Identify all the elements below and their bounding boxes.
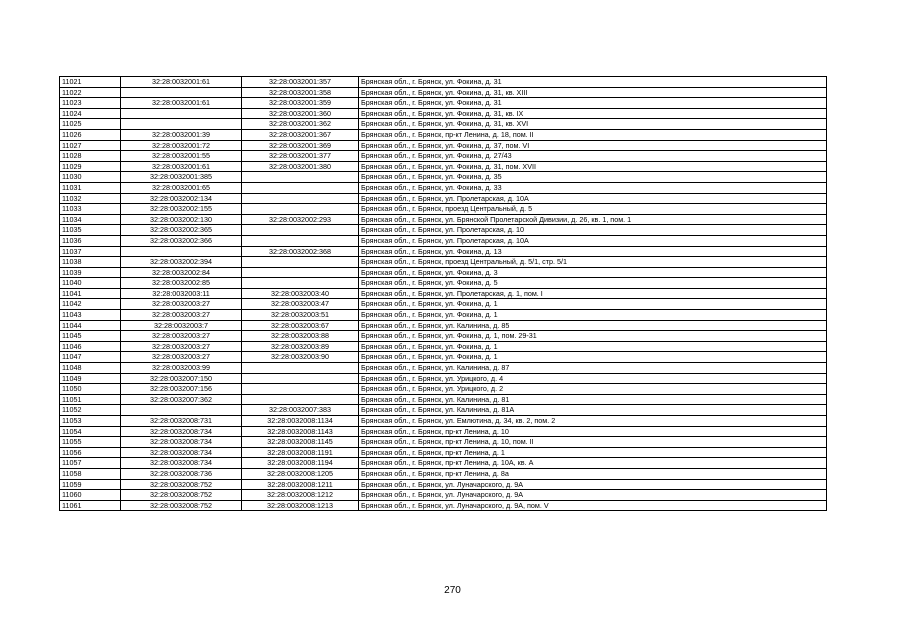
row-number-cell: 11022 <box>60 87 121 98</box>
object-cadastral-number-cell: 32:28:0032001:377 <box>242 151 359 162</box>
object-cadastral-number-cell: 32:28:0032008:1211 <box>242 479 359 490</box>
cadastral-number-cell <box>121 87 242 98</box>
table-row <box>60 225 827 236</box>
address-cell: Брянская обл., г. Брянск, проезд Центральный, д. 5 <box>359 204 827 215</box>
address-cell: Брянская обл., г. Брянск, пр-кт Ленина, д. 18, пом. II <box>359 129 827 140</box>
object-cadastral-number-cell: 32:28:0032003:88 <box>242 331 359 342</box>
table-row <box>60 98 827 109</box>
cadastral-number-cell: 32:28:0032002:85 <box>121 278 242 289</box>
row-number-cell: 11029 <box>60 161 121 172</box>
table-row <box>60 437 827 448</box>
object-cadastral-number-cell: 32:28:0032003:51 <box>242 310 359 321</box>
table-row <box>60 384 827 395</box>
row-number-cell: 11036 <box>60 235 121 246</box>
object-cadastral-number-cell <box>242 172 359 183</box>
cadastral-number-cell: 32:28:0032003:27 <box>121 352 242 363</box>
object-cadastral-number-cell: 32:28:0032008:1212 <box>242 490 359 501</box>
object-cadastral-number-cell <box>242 204 359 215</box>
address-cell: Брянская обл., г. Брянск, ул. Пролетарская, д. 10 <box>359 225 827 236</box>
object-cadastral-number-cell: 32:28:0032001:362 <box>242 119 359 130</box>
row-number-cell: 11037 <box>60 246 121 257</box>
address-cell: Брянская обл., г. Брянск, ул. Фокина, д. 31, кв. IX <box>359 108 827 119</box>
cadastral-number-cell <box>121 405 242 416</box>
row-number-cell: 11047 <box>60 352 121 363</box>
cadastral-number-cell: 32:28:0032003:27 <box>121 299 242 310</box>
object-cadastral-number-cell <box>242 384 359 395</box>
address-cell: Брянская обл., г. Брянск, ул. Калинина, д. 85 <box>359 320 827 331</box>
cadastral-number-cell: 32:28:0032003:27 <box>121 331 242 342</box>
row-number-cell: 11060 <box>60 490 121 501</box>
table-row <box>60 214 827 225</box>
object-cadastral-number-cell: 32:28:0032001:358 <box>242 87 359 98</box>
address-cell: Брянская обл., г. Брянск, ул. Фокина, д. 33 <box>359 182 827 193</box>
cadastral-number-cell: 32:28:0032008:752 <box>121 479 242 490</box>
table-row <box>60 394 827 405</box>
row-number-cell: 11026 <box>60 129 121 140</box>
object-cadastral-number-cell: 32:28:0032008:1213 <box>242 500 359 511</box>
address-cell: Брянская обл., г. Брянск, проезд Центральный, д. 5/1, стр. 5/1 <box>359 257 827 268</box>
row-number-cell: 11035 <box>60 225 121 236</box>
table-row <box>60 246 827 257</box>
object-cadastral-number-cell <box>242 373 359 384</box>
cadastral-number-cell: 32:28:0032002:84 <box>121 267 242 278</box>
table-row <box>60 267 827 278</box>
cadastral-number-cell: 32:28:0032008:734 <box>121 447 242 458</box>
row-number-cell: 11046 <box>60 341 121 352</box>
row-number-cell: 11050 <box>60 384 121 395</box>
object-cadastral-number-cell: 32:28:0032001:360 <box>242 108 359 119</box>
address-cell: Брянская обл., г. Брянск, пр-кт Ленина, д. 10 <box>359 426 827 437</box>
object-cadastral-number-cell: 32:28:0032008:1205 <box>242 468 359 479</box>
object-cadastral-number-cell: 32:28:0032001:369 <box>242 140 359 151</box>
cadastral-number-cell: 32:28:0032008:752 <box>121 500 242 511</box>
cadastral-number-cell <box>121 108 242 119</box>
table-row <box>60 331 827 342</box>
table-row <box>60 468 827 479</box>
object-cadastral-number-cell: 32:28:0032001:367 <box>242 129 359 140</box>
address-cell: Брянская обл., г. Брянск, пр-кт Ленина, д. 8а <box>359 468 827 479</box>
address-cell: Брянская обл., г. Брянск, ул. Калинина, д. 81А <box>359 405 827 416</box>
table-row <box>60 310 827 321</box>
object-cadastral-number-cell: 32:28:0032002:293 <box>242 214 359 225</box>
address-cell: Брянская обл., г. Брянск, ул. Фокина, д. 27/43 <box>359 151 827 162</box>
object-cadastral-number-cell <box>242 257 359 268</box>
row-number-cell: 11058 <box>60 468 121 479</box>
cadastral-number-cell: 32:28:0032001:55 <box>121 151 242 162</box>
table-row <box>60 119 827 130</box>
object-cadastral-number-cell: 32:28:0032008:1143 <box>242 426 359 437</box>
table-row <box>60 182 827 193</box>
table-row <box>60 490 827 501</box>
object-cadastral-number-cell: 32:28:0032003:90 <box>242 352 359 363</box>
row-number-cell: 11028 <box>60 151 121 162</box>
table-row <box>60 257 827 268</box>
cadastral-number-cell: 32:28:0032008:734 <box>121 437 242 448</box>
table-row <box>60 405 827 416</box>
object-cadastral-number-cell: 32:28:0032002:368 <box>242 246 359 257</box>
cadastral-number-cell: 32:28:0032001:65 <box>121 182 242 193</box>
table-row <box>60 108 827 119</box>
address-cell: Брянская обл., г. Брянск, пр-кт Ленина, д. 10, пом. II <box>359 437 827 448</box>
address-cell: Брянская обл., г. Брянск, ул. Фокина, д. 1 <box>359 352 827 363</box>
records-table-body <box>60 77 827 511</box>
cadastral-number-cell: 32:28:0032008:734 <box>121 426 242 437</box>
cadastral-number-cell: 32:28:0032001:39 <box>121 129 242 140</box>
row-number-cell: 11053 <box>60 416 121 427</box>
address-cell: Брянская обл., г. Брянск, ул. Урицкого, д. 2 <box>359 384 827 395</box>
cadastral-number-cell: 32:28:0032007:150 <box>121 373 242 384</box>
address-cell: Брянская обл., г. Брянск, ул. Луначарского, д. 9А <box>359 479 827 490</box>
row-number-cell: 11048 <box>60 363 121 374</box>
object-cadastral-number-cell <box>242 394 359 405</box>
page-number: 270 <box>444 585 461 596</box>
row-number-cell: 11021 <box>60 77 121 88</box>
table-row <box>60 352 827 363</box>
address-cell: Брянская обл., г. Брянск, ул. Пролетарская, д. 10А <box>359 193 827 204</box>
row-number-cell: 11030 <box>60 172 121 183</box>
table-row <box>60 151 827 162</box>
cadastral-number-cell: 32:28:0032001:72 <box>121 140 242 151</box>
object-cadastral-number-cell: 32:28:0032001:359 <box>242 98 359 109</box>
table-row <box>60 193 827 204</box>
address-cell: Брянская обл., г. Брянск, ул. Фокина, д. 31 <box>359 98 827 109</box>
row-number-cell: 11044 <box>60 320 121 331</box>
address-cell: Брянская обл., г. Брянск, ул. Фокина, д. 1 <box>359 299 827 310</box>
row-number-cell: 11052 <box>60 405 121 416</box>
address-cell: Брянская обл., г. Брянск, ул. Урицкого, д. 4 <box>359 373 827 384</box>
cadastral-number-cell: 32:28:0032003:27 <box>121 310 242 321</box>
cadastral-number-cell: 32:28:0032002:155 <box>121 204 242 215</box>
row-number-cell: 11038 <box>60 257 121 268</box>
row-number-cell: 11024 <box>60 108 121 119</box>
table-row <box>60 161 827 172</box>
cadastral-number-cell <box>121 119 242 130</box>
table-row <box>60 500 827 511</box>
address-cell: Брянская обл., г. Брянск, ул. Брянской Пролетарской Дивизии, д. 26, кв. 1, пом. 1 <box>359 214 827 225</box>
address-cell: Брянская обл., г. Брянск, ул. Фокина, д. 3 <box>359 267 827 278</box>
cadastral-number-cell: 32:28:0032003:11 <box>121 288 242 299</box>
address-cell: Брянская обл., г. Брянск, ул. Пролетарская, д. 1, пом. I <box>359 288 827 299</box>
address-cell: Брянская обл., г. Брянск, ул. Фокина, д. 31, кв. XIII <box>359 87 827 98</box>
table-row <box>60 77 827 88</box>
row-number-cell: 11023 <box>60 98 121 109</box>
table-row <box>60 140 827 151</box>
cadastral-number-cell: 32:28:0032002:134 <box>121 193 242 204</box>
row-number-cell: 11054 <box>60 426 121 437</box>
records-table <box>59 76 827 511</box>
row-number-cell: 11032 <box>60 193 121 204</box>
table-row <box>60 363 827 374</box>
object-cadastral-number-cell <box>242 193 359 204</box>
table-row <box>60 426 827 437</box>
row-number-cell: 11027 <box>60 140 121 151</box>
row-number-cell: 11043 <box>60 310 121 321</box>
object-cadastral-number-cell: 32:28:0032003:89 <box>242 341 359 352</box>
cadastral-number-cell: 32:28:0032003:99 <box>121 363 242 374</box>
cadastral-number-cell: 32:28:0032003:27 <box>121 341 242 352</box>
object-cadastral-number-cell: 32:28:0032003:67 <box>242 320 359 331</box>
cadastral-number-cell: 32:28:0032007:156 <box>121 384 242 395</box>
object-cadastral-number-cell <box>242 278 359 289</box>
object-cadastral-number-cell <box>242 182 359 193</box>
table-row <box>60 299 827 310</box>
cadastral-number-cell <box>121 246 242 257</box>
row-number-cell: 11049 <box>60 373 121 384</box>
table-row <box>60 235 827 246</box>
row-number-cell: 11056 <box>60 447 121 458</box>
row-number-cell: 11055 <box>60 437 121 448</box>
table-row <box>60 87 827 98</box>
object-cadastral-number-cell <box>242 267 359 278</box>
row-number-cell: 11025 <box>60 119 121 130</box>
table-row <box>60 341 827 352</box>
cadastral-number-cell: 32:28:0032001:385 <box>121 172 242 183</box>
address-cell: Брянская обл., г. Брянск, ул. Фокина, д. 5 <box>359 278 827 289</box>
address-cell: Брянская обл., г. Брянск, ул. Луначарского, д. 9А, пом. V <box>359 500 827 511</box>
address-cell: Брянская обл., г. Брянск, ул. Фокина, д. 1 <box>359 341 827 352</box>
row-number-cell: 11034 <box>60 214 121 225</box>
cadastral-number-cell: 32:28:0032001:61 <box>121 161 242 172</box>
row-number-cell: 11039 <box>60 267 121 278</box>
address-cell: Брянская обл., г. Брянск, ул. Пролетарская, д. 10А <box>359 235 827 246</box>
address-cell: Брянская обл., г. Брянск, пр-кт Ленина, д. 1 <box>359 447 827 458</box>
address-cell: Брянская обл., г. Брянск, пр-кт Ленина, д. 10А, кв. А <box>359 458 827 469</box>
table-row <box>60 204 827 215</box>
table-row <box>60 416 827 427</box>
object-cadastral-number-cell <box>242 225 359 236</box>
row-number-cell: 11061 <box>60 500 121 511</box>
cadastral-number-cell: 32:28:0032002:130 <box>121 214 242 225</box>
row-number-cell: 11059 <box>60 479 121 490</box>
cadastral-number-cell: 32:28:0032001:61 <box>121 98 242 109</box>
address-cell: Брянская обл., г. Брянск, ул. Луначарского, д. 9А <box>359 490 827 501</box>
row-number-cell: 11031 <box>60 182 121 193</box>
cadastral-number-cell: 32:28:0032002:394 <box>121 257 242 268</box>
cadastral-number-cell: 32:28:0032008:734 <box>121 458 242 469</box>
address-cell: Брянская обл., г. Брянск, ул. Фокина, д. 31, пом. XVII <box>359 161 827 172</box>
object-cadastral-number-cell: 32:28:0032003:40 <box>242 288 359 299</box>
object-cadastral-number-cell <box>242 363 359 374</box>
table-row <box>60 320 827 331</box>
cadastral-number-cell: 32:28:0032008:736 <box>121 468 242 479</box>
table-row <box>60 129 827 140</box>
cadastral-number-cell: 32:28:0032007:362 <box>121 394 242 405</box>
table-row <box>60 172 827 183</box>
row-number-cell: 11051 <box>60 394 121 405</box>
address-cell: Брянская обл., г. Брянск, ул. Калинина, д. 87 <box>359 363 827 374</box>
object-cadastral-number-cell: 32:28:0032008:1194 <box>242 458 359 469</box>
row-number-cell: 11057 <box>60 458 121 469</box>
records-table-container <box>59 76 827 511</box>
table-row <box>60 479 827 490</box>
cadastral-number-cell: 32:28:0032002:365 <box>121 225 242 236</box>
cadastral-number-cell: 32:28:0032003:7 <box>121 320 242 331</box>
object-cadastral-number-cell: 32:28:0032001:380 <box>242 161 359 172</box>
table-row <box>60 373 827 384</box>
cadastral-number-cell: 32:28:0032008:752 <box>121 490 242 501</box>
object-cadastral-number-cell <box>242 235 359 246</box>
address-cell: Брянская обл., г. Брянск, ул. Фокина, д. 35 <box>359 172 827 183</box>
address-cell: Брянская обл., г. Брянск, ул. Фокина, д. 1 <box>359 310 827 321</box>
address-cell: Брянская обл., г. Брянск, ул. Фокина, д. 31 <box>359 77 827 88</box>
object-cadastral-number-cell: 32:28:0032003:47 <box>242 299 359 310</box>
row-number-cell: 11033 <box>60 204 121 215</box>
table-row <box>60 458 827 469</box>
object-cadastral-number-cell: 32:28:0032007:383 <box>242 405 359 416</box>
cadastral-number-cell: 32:28:0032008:731 <box>121 416 242 427</box>
address-cell: Брянская обл., г. Брянск, ул. Фокина, д. 31, кв. XVI <box>359 119 827 130</box>
cadastral-number-cell: 32:28:0032001:61 <box>121 77 242 88</box>
row-number-cell: 11041 <box>60 288 121 299</box>
table-row <box>60 447 827 458</box>
row-number-cell: 11040 <box>60 278 121 289</box>
object-cadastral-number-cell: 32:28:0032008:1191 <box>242 447 359 458</box>
address-cell: Брянская обл., г. Брянск, ул. Фокина, д. 1, пом. 29-31 <box>359 331 827 342</box>
cadastral-number-cell: 32:28:0032002:366 <box>121 235 242 246</box>
row-number-cell: 11042 <box>60 299 121 310</box>
table-row <box>60 288 827 299</box>
object-cadastral-number-cell: 32:28:0032008:1145 <box>242 437 359 448</box>
table-row <box>60 278 827 289</box>
address-cell: Брянская обл., г. Брянск, ул. Фокина, д. 37, пом. VI <box>359 140 827 151</box>
object-cadastral-number-cell: 32:28:0032001:357 <box>242 77 359 88</box>
row-number-cell: 11045 <box>60 331 121 342</box>
object-cadastral-number-cell: 32:28:0032008:1134 <box>242 416 359 427</box>
address-cell: Брянская обл., г. Брянск, ул. Калинина, д. 81 <box>359 394 827 405</box>
address-cell: Брянская обл., г. Брянск, ул. Фокина, д. 13 <box>359 246 827 257</box>
address-cell: Брянская обл., г. Брянск, ул. Емлютина, д. 34, кв. 2, пом. 2 <box>359 416 827 427</box>
